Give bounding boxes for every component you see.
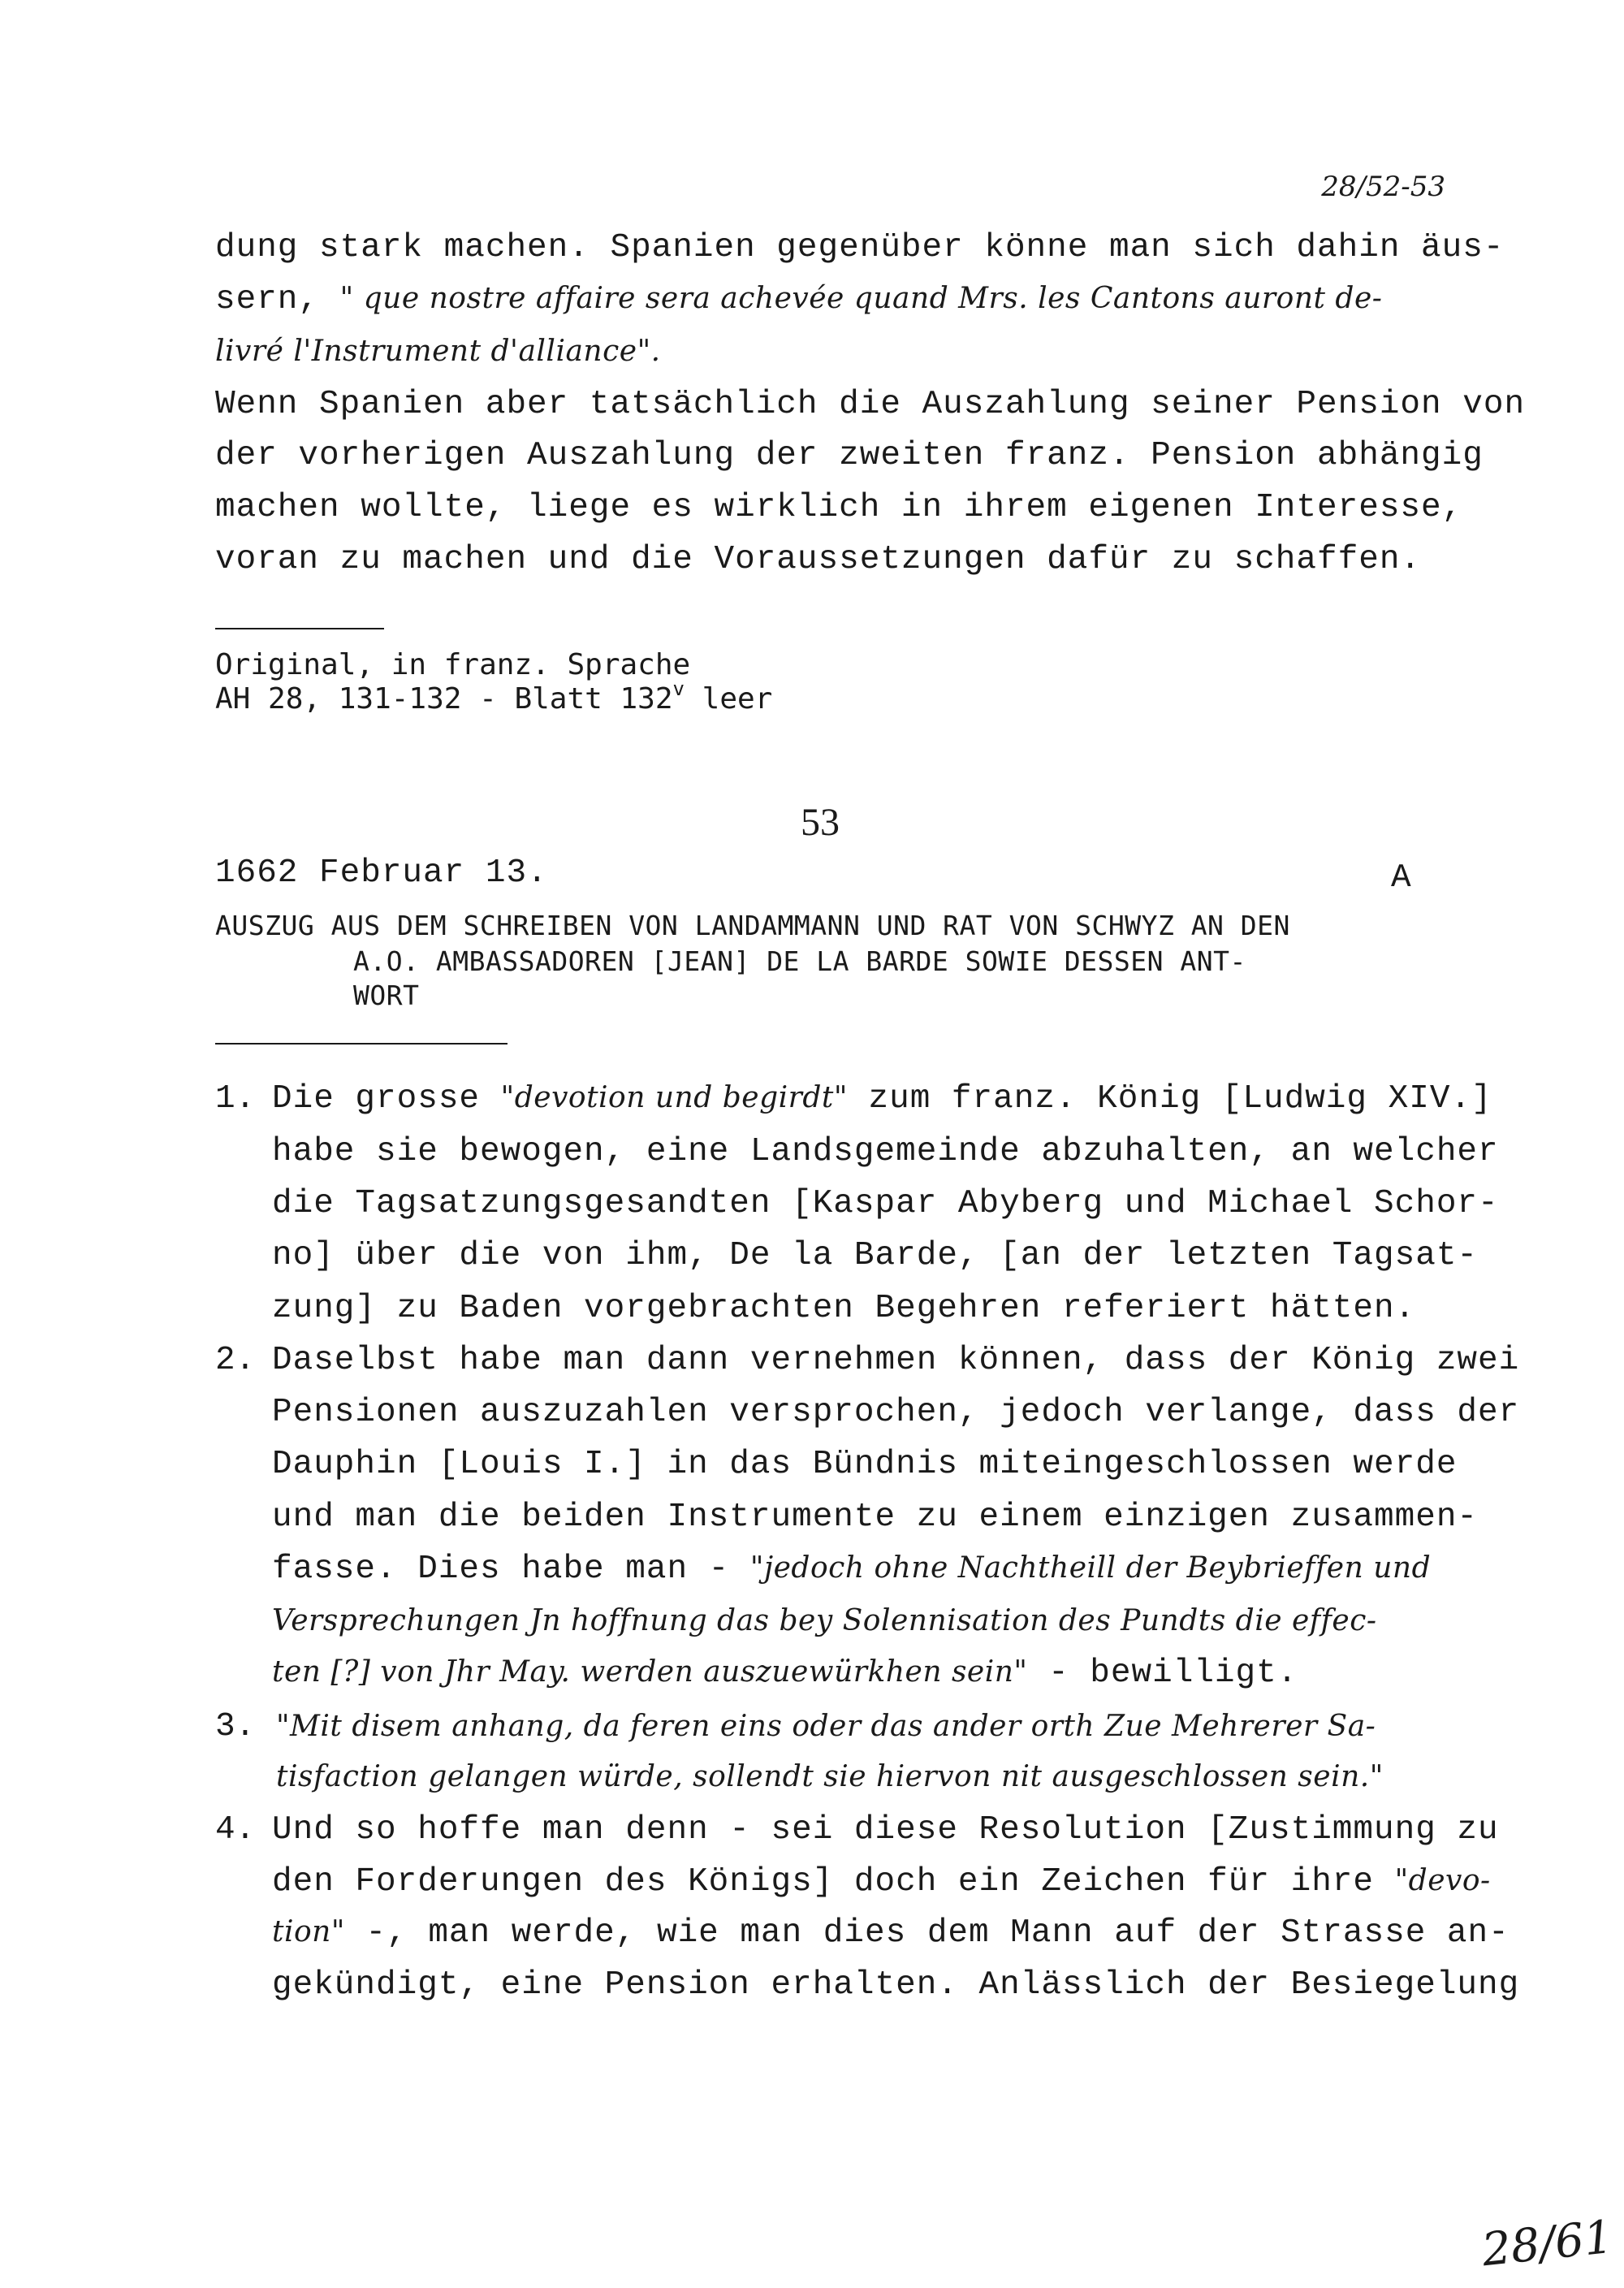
source-note-line: Original, in franz. Sprache xyxy=(215,648,691,681)
quote: "devotion und begirdt" xyxy=(500,1081,848,1114)
text-line: Und so hoffe man denn - sei diese Resolution [Zustimmung zu xyxy=(272,1811,1499,1849)
text-line xyxy=(272,1654,1298,1692)
text-line: der vorherigen Auszahlung der zweiten franz. Pension abhängig xyxy=(215,437,1484,474)
text-line: gekündigt, eine Pension erhalten. Anlässlich der Besiegelung xyxy=(272,1966,1520,2004)
text-fragment: -, man werde, wie man dies dem Mann auf der Strasse an- xyxy=(344,1914,1510,1952)
source-note-text: AH 28, 131-132 - Blatt 132 xyxy=(215,682,673,716)
text-line xyxy=(272,1551,1431,1588)
quote: ten [?] von Jhr May. werden auszuewürkhen sein" xyxy=(272,1655,1028,1689)
quote: "devo- xyxy=(1394,1864,1491,1897)
item-number: 4. xyxy=(215,1811,256,1849)
document-type-letter: A xyxy=(1391,859,1412,897)
text-line xyxy=(215,281,1382,318)
document-title-line: WORT xyxy=(353,980,420,1011)
quote: tion" xyxy=(272,1915,345,1948)
document-number: 53 xyxy=(801,801,840,844)
source-note-line xyxy=(215,677,773,716)
text-line: dung stark machen. Spanien gegenüber könne man sich dahin äus- xyxy=(215,229,1505,266)
divider xyxy=(215,1043,508,1045)
quote: "jedoch ohne Nachtheill der Beybrieffen und xyxy=(749,1551,1432,1585)
text-line: die Tagsatzungsgesandten [Kaspar Abyberg und Michael Schor- xyxy=(272,1185,1499,1222)
quote: tisfaction gelangen würde, sollendt sie hiervon nit ausgeschlossen sein." xyxy=(276,1760,1384,1793)
text-fragment: fasse. Dies habe man - xyxy=(272,1551,750,1588)
french-quote: " que nostre affaire sera achevée quand Mrs. les Cantons auront de- xyxy=(339,282,1383,315)
verso-superscript: v xyxy=(672,677,685,700)
text-line: Wenn Spanien aber tatsächlich die Auszahlung seiner Pension von xyxy=(215,386,1526,423)
text-line: machen wollte, liege es wirklich in ihrem eigenen Interesse, xyxy=(215,489,1463,526)
page-reference: 28/52-53 xyxy=(1321,171,1445,203)
item-number: 3. xyxy=(215,1708,256,1745)
text-line xyxy=(272,1080,1492,1118)
text-line: habe sie bewogen, eine Landsgemeinde abzuhalten, an welcher xyxy=(272,1133,1499,1170)
text-line: Pensionen auszuzahlen versprochen, jedoch verlange, dass der xyxy=(272,1394,1520,1431)
item-number: 2. xyxy=(215,1342,256,1379)
text-fragment: zum franz. König [Ludwig XIV.] xyxy=(847,1080,1492,1118)
quote: "Mit disem anhang, da feren eins oder das ander orth Zue Mehrerer Sa- xyxy=(276,1710,1376,1743)
text-fragment: den Forderungen des Königs] doch ein Zeichen für ihre xyxy=(272,1863,1395,1901)
document-date: 1662 Februar 13. xyxy=(215,854,548,892)
text-line: zung] zu Baden vorgebrachten Begehren referiert hätten. xyxy=(272,1290,1416,1327)
text-fragment: sern, xyxy=(215,281,340,318)
text-line: Daselbst habe man dann vernehmen können, dass der König zwei xyxy=(272,1342,1520,1379)
handwritten-reference: 28/61 xyxy=(1479,2210,1616,2277)
text-line xyxy=(272,1914,1510,1952)
text-line: voran zu machen und die Voraussetzungen dafür zu schaffen. xyxy=(215,541,1422,578)
document-title-line: AUSZUG AUS DEM SCHREIBEN VON LANDAMMANN UND RAT VON SCHWYZ AN DEN xyxy=(215,910,1290,941)
text-line: no] über die von ihm, De la Barde, [an der letzten Tagsat- xyxy=(272,1237,1479,1274)
text-line: und man die beiden Instrumente zu einem einzigen zusammen- xyxy=(272,1499,1479,1536)
text-fragment: Die grosse xyxy=(272,1080,501,1118)
source-note-text: leer xyxy=(684,682,773,716)
item-number: 1. xyxy=(215,1080,256,1118)
french-quote: livré l'Instrument d'alliance". xyxy=(215,335,661,368)
document-title-line: A.O. AMBASSADOREN [JEAN] DE LA BARDE SOWIE DESSEN ANT- xyxy=(353,945,1246,977)
text-fragment: - bewilligt. xyxy=(1027,1654,1298,1692)
text-line xyxy=(272,1863,1491,1901)
text-line: Dauphin [Louis I.] in das Bündnis miteingeschlossen werde xyxy=(272,1446,1458,1483)
quote: Versprechungen Jn hoffnung das bey Solennisation des Pundts die effec- xyxy=(272,1604,1377,1637)
divider xyxy=(215,628,384,629)
